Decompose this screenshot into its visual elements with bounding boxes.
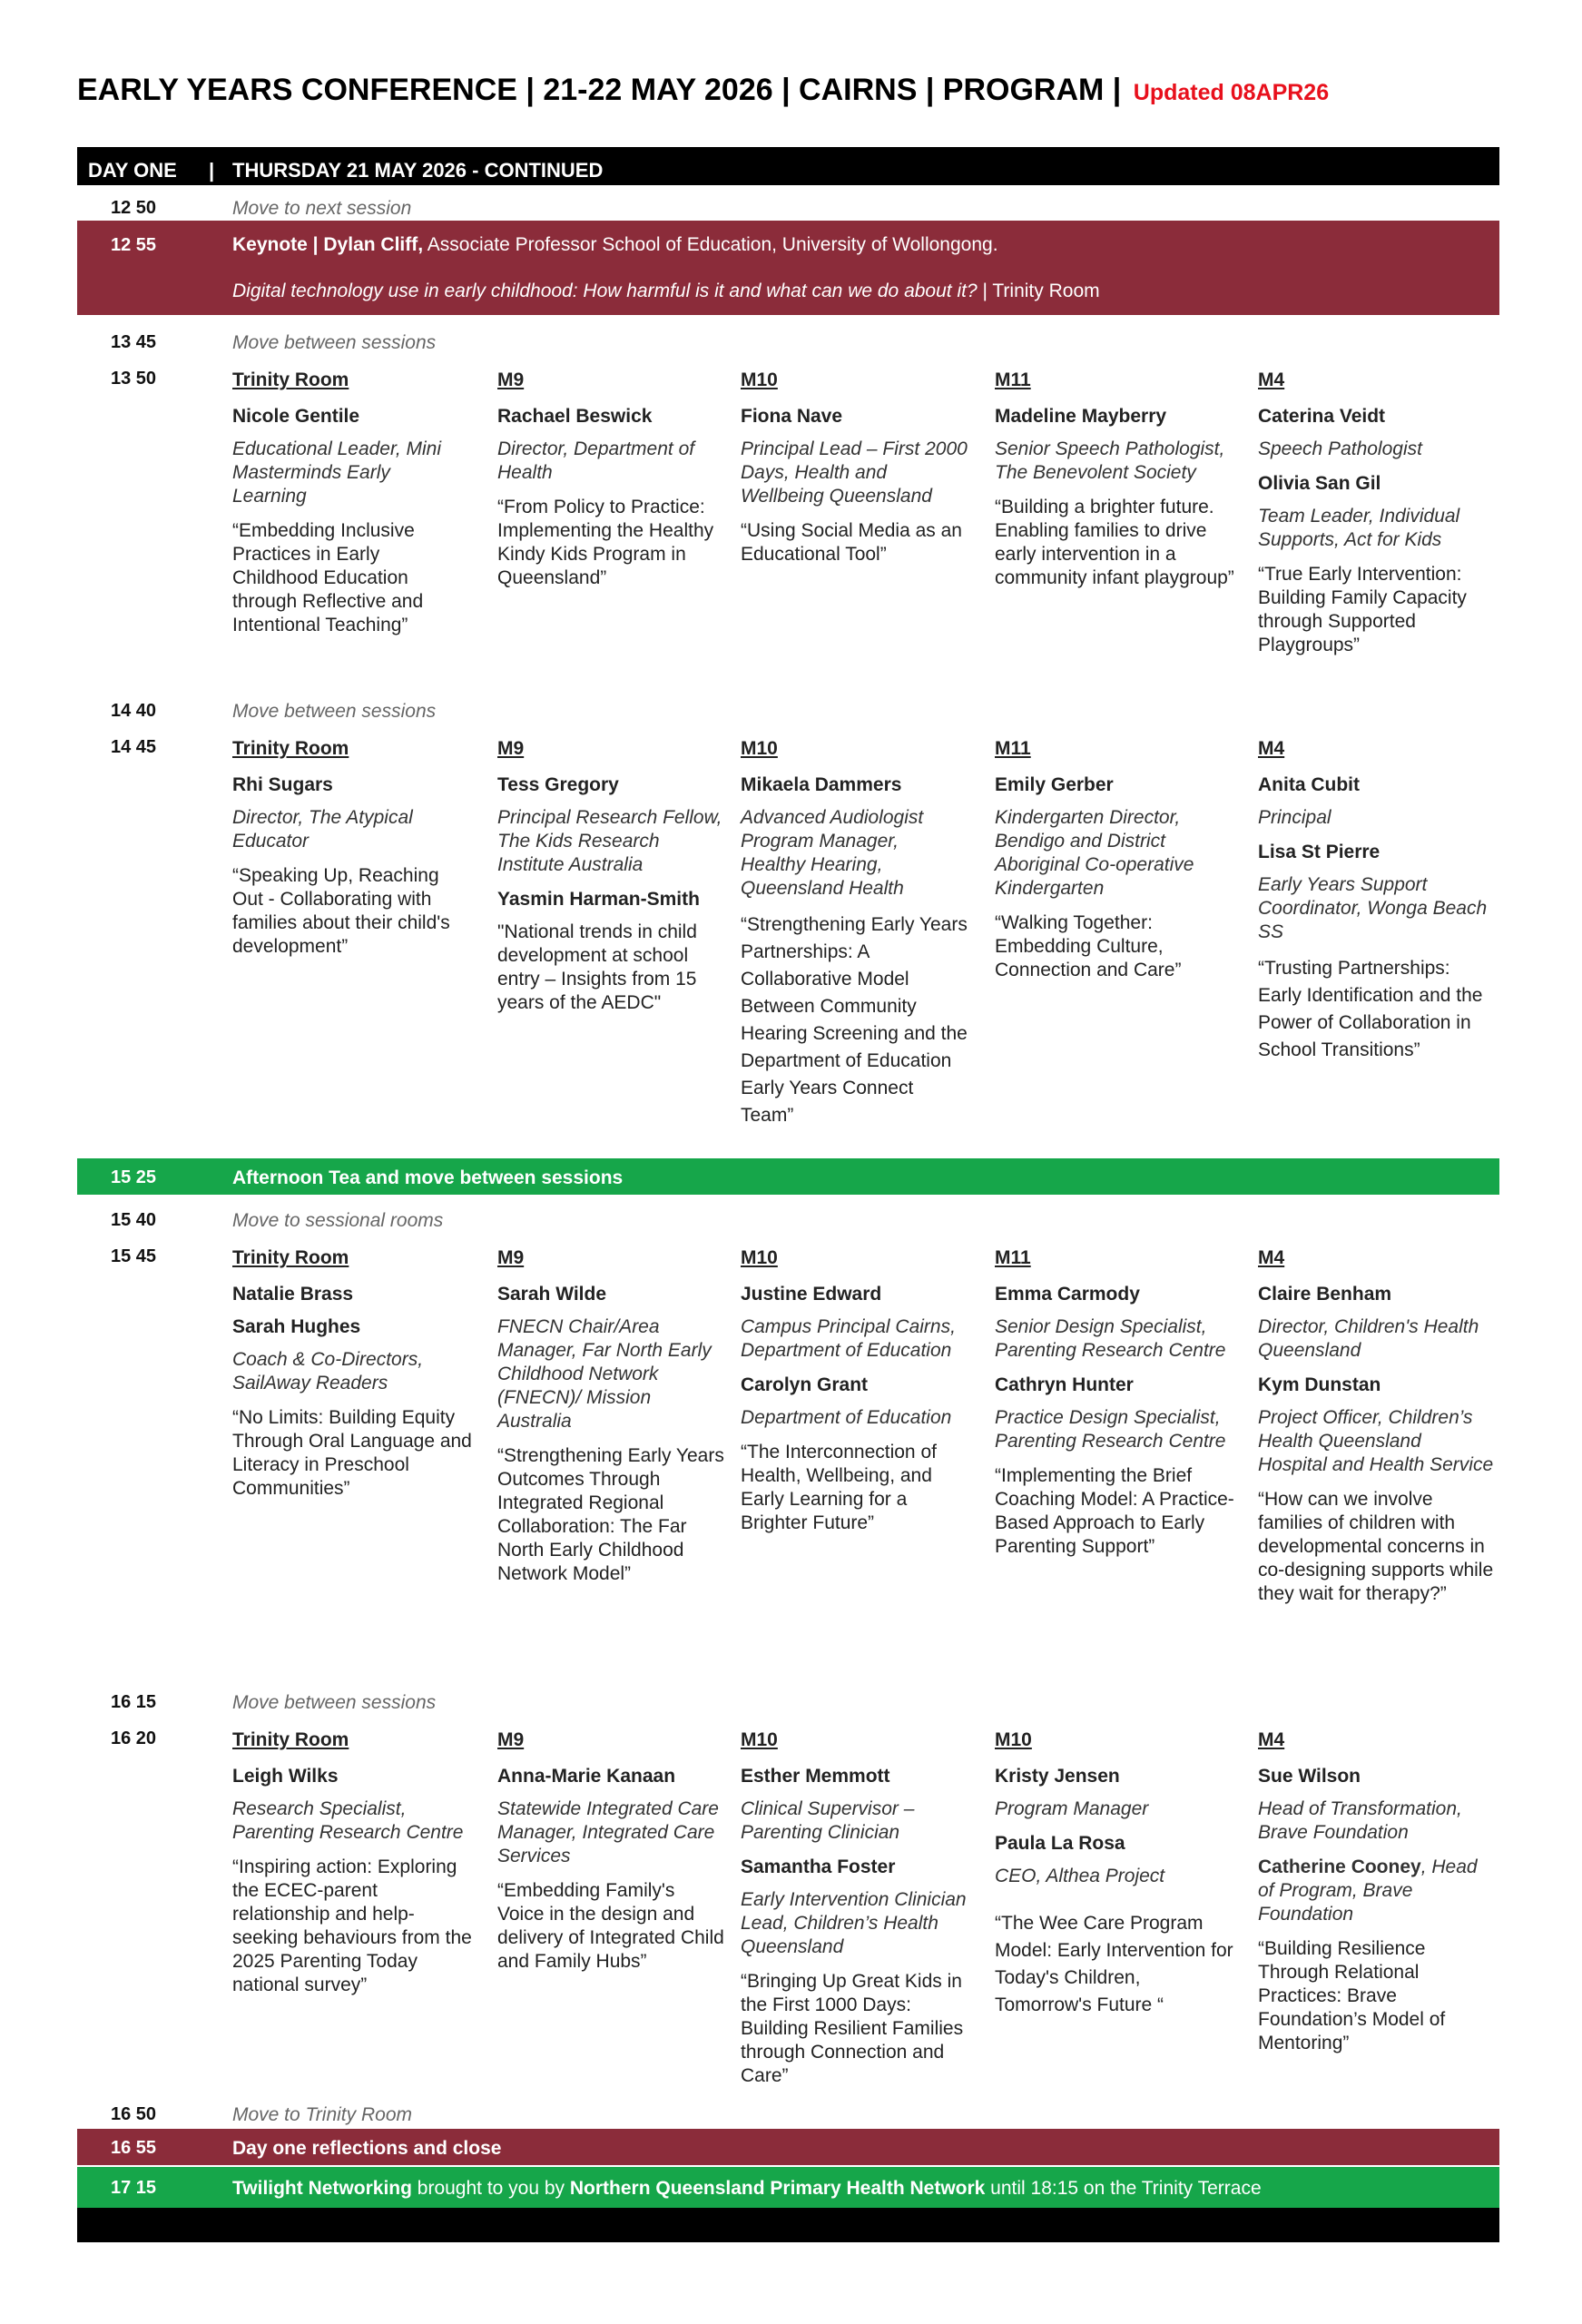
speaker-role: Senior Design Specialist, Parenting Research Centre [995, 1316, 1226, 1361]
talk-title: “True Early Intervention: Building Family Capacity through Supported Playgroups” [1258, 564, 1467, 655]
session-column [995, 369, 1240, 599]
afternoon-tea-text: Afternoon Tea and move between sessions [232, 1167, 624, 1188]
speaker-name: Samantha Foster [741, 1856, 896, 1877]
day-header [77, 147, 1499, 185]
time-label: 16 20 [111, 1728, 157, 1748]
day-separator: | [209, 159, 215, 182]
speaker-role: Speech Pathologist [1258, 438, 1422, 459]
speaker-name: Anna-Marie Kanaan [497, 1766, 676, 1787]
twilight-band [77, 2167, 1499, 2208]
speaker-name: Sarah Wilde [497, 1284, 607, 1305]
time-label: 16 55 [111, 2138, 157, 2158]
speaker-role: CEO, Althea Project [995, 1866, 1165, 1886]
session-column [232, 737, 464, 968]
speaker-role: Director, Children's Health Queensland [1258, 1316, 1479, 1361]
day-label: DAY ONE [88, 159, 177, 182]
speaker-name: Anita Cubit [1258, 774, 1360, 795]
room-label: M11 [995, 738, 1031, 759]
session-column [741, 1728, 968, 2097]
session-column [741, 369, 968, 576]
speaker-name: Yasmin Harman-Smith [497, 889, 700, 910]
keynote-topic-title: Digital technology use in early childhood: How harmful is it and what can we do about it? [232, 281, 978, 301]
speaker-name: Claire Benham [1258, 1284, 1392, 1305]
keynote-band [77, 221, 1499, 315]
talk-title: “Building a brighter future. Enabling families to drive early intervention in a community infant playgroup” [995, 497, 1234, 588]
room-label: M4 [1258, 1729, 1285, 1750]
speaker-name: Olivia San Gil [1258, 473, 1381, 494]
talk-title: "National trends in child development at school entry – Insights from 15 years of the AEDC" [497, 921, 697, 1013]
session-column [497, 1246, 724, 1595]
speaker-role: Principal [1258, 807, 1331, 828]
speaker-name: Catherine Cooney [1258, 1856, 1421, 1877]
speaker-role: Principal Lead – First 2000 Days, Health and Wellbeing Queensland [741, 438, 968, 507]
time-label: 16 15 [111, 1692, 157, 1712]
room-label: M9 [497, 369, 525, 390]
twilight-details: until 18:15 on the Trinity Terrace [985, 2178, 1262, 2199]
speaker-name: Leigh Wilks [232, 1766, 339, 1787]
speaker-role: Research Specialist, Parenting Research Centre [232, 1798, 464, 1843]
speaker-role: FNECN Chair/Area Manager, Far North Early Childhood Network (FNECN)/ Mission Australia [497, 1316, 712, 1432]
speaker-role: Principal Research Fellow, The Kids Research Institute Australia [497, 807, 722, 875]
speaker-role: Early Intervention Clinician Lead, Children’s Health Queensland [741, 1889, 967, 1957]
session-column [497, 369, 724, 599]
room-label: M11 [995, 1247, 1031, 1268]
room-label: Trinity Room [232, 1247, 349, 1268]
twilight-event: Twilight Networking [232, 2178, 412, 2199]
speaker-role-combined [1258, 1856, 1494, 1926]
talk-title: “Speaking Up, Reaching Out - Collaborating with families about their child's development” [232, 865, 450, 957]
room-label: M4 [1258, 1247, 1285, 1268]
time-label: 13 45 [111, 332, 157, 352]
speaker-name: Rachael Beswick [497, 406, 653, 427]
move-text: Move to Trinity Room [232, 2104, 412, 2125]
talk-title: “Using Social Media as an Educational Tool” [741, 520, 962, 565]
speaker-role: Campus Principal Cairns, Department of Education [741, 1316, 956, 1361]
talk-title: “Walking Together: Embedding Culture, Connection and Care” [995, 912, 1182, 980]
session-column [232, 1246, 473, 1510]
talk-title: “The Interconnection of Health, Wellbeing, and Early Learning for a Brighter Future” [741, 1442, 937, 1533]
speaker-role: Clinical Supervisor – Parenting Clinician [741, 1798, 915, 1843]
twilight-text [232, 2178, 1262, 2200]
speaker-name: Natalie Brass [232, 1284, 354, 1305]
footer-bar [77, 2208, 1499, 2242]
speaker-name: Caterina Veidt [1258, 406, 1386, 427]
session-column [995, 737, 1240, 991]
time-label: 15 45 [111, 1246, 157, 1266]
speaker-role: Team Leader, Individual Supports, Act for Kids [1258, 506, 1460, 550]
twilight-connector: brought to you by [411, 2178, 570, 2199]
room-label: M10 [741, 1729, 778, 1750]
time-label: 12 55 [111, 235, 157, 255]
session-column [1258, 1728, 1494, 2064]
speaker-name: Mikaela Dammers [741, 774, 902, 795]
speaker-name: Fiona Nave [741, 406, 843, 427]
keynote-title [232, 234, 998, 256]
speaker-name: Emma Carmody [995, 1284, 1140, 1305]
time-label: 13 50 [111, 369, 157, 389]
talk-title: “Implementing the Brief Coaching Model: A Practice-Based Approach to Early Parenting Support” [995, 1465, 1234, 1557]
speaker-role: Project Officer, Children’s Health Queensland Hospital and Health Service [1258, 1407, 1494, 1475]
close-band [77, 2129, 1499, 2165]
speaker-role: Statewide Integrated Care Manager, Integrated Care Services [497, 1798, 719, 1866]
talk-title: “Embedding Inclusive Practices in Early Childhood Education through Reflective and Intentional Teaching” [232, 520, 424, 635]
speaker-name: Sarah Hughes [232, 1316, 361, 1337]
speaker-role: Director, Department of Health [497, 438, 695, 483]
speaker-name: Kristy Jensen [995, 1766, 1120, 1787]
talk-title: “Inspiring action: Exploring the ECEC-parent relationship and help-seeking behaviours from the 2025 Parenting Today national survey” [232, 1856, 472, 1995]
speaker-role: Head of Transformation, Brave Foundation [1258, 1798, 1462, 1843]
twilight-sponsor: Northern Queensland Primary Health Network [569, 2178, 986, 2199]
room-label: M9 [497, 738, 525, 759]
speaker-name: Esther Memmott [741, 1766, 890, 1787]
speaker-role: Department of Education [741, 1407, 952, 1428]
conference-title: EARLY YEARS CONFERENCE | 21-22 MAY 2026 | CAIRNS | PROGRAM | [77, 73, 1122, 107]
speaker-name: Rhi Sugars [232, 774, 333, 795]
time-label: 12 50 [111, 198, 157, 218]
session-column [741, 737, 968, 1138]
move-text: Move between sessions [232, 701, 437, 722]
talk-title: “Bringing Up Great Kids in the First 1000 Days: Building Resilient Families through Connection and Care” [741, 1971, 964, 2086]
speaker-name: Lisa St Pierre [1258, 842, 1381, 862]
session-column [497, 737, 724, 1024]
speaker-name: Madeline Mayberry [995, 406, 1167, 427]
time-label: 17 15 [111, 2178, 157, 2198]
speaker-name: Emily Gerber [995, 774, 1114, 795]
close-text: Day one reflections and close [232, 2138, 502, 2159]
talk-title: “From Policy to Practice: Implementing the Healthy Kindy Kids Program in Queensland” [497, 497, 714, 588]
speaker-role: Early Years Support Coordinator, Wonga Beach SS [1258, 874, 1488, 942]
time-label: 14 45 [111, 737, 157, 757]
room-label: M9 [497, 1247, 525, 1268]
keynote-room: | Trinity Room [977, 281, 1100, 301]
speaker-name: Carolyn Grant [741, 1374, 869, 1395]
speaker-role: Coach & Co-Directors, SailAway Readers [232, 1349, 424, 1393]
time-label: 14 40 [111, 701, 157, 721]
time-label: 16 50 [111, 2104, 157, 2124]
talk-title: “Trusting Partnerships: Early Identification and the Power of Collaboration in School Transitions” [1258, 958, 1483, 1060]
room-label: M10 [741, 738, 778, 759]
room-label: Trinity Room [232, 738, 349, 759]
talk-title: “Embedding Family's Voice in the design and delivery of Integrated Child and Family Hubs” [497, 1880, 724, 1972]
session-column [497, 1728, 724, 1983]
speaker-name: Sue Wilson [1258, 1766, 1361, 1787]
speaker-name: Paula La Rosa [995, 1833, 1125, 1854]
talk-title: “No Limits: Building Equity Through Oral Language and Literacy in Preschool Communities” [232, 1407, 472, 1499]
afternoon-tea-band [77, 1158, 1499, 1195]
talk-title: “Strengthening Early Years Partnerships: A Collaborative Model Between Community Hearing Screening and the Department of Education Early Years Connect Team” [741, 914, 968, 1126]
speaker-role: Senior Speech Pathologist, The Benevolent Society [995, 438, 1225, 483]
talk-title: “The Wee Care Program Model: Early Intervention for Today's Children, Tomorrow's Future “ [995, 1913, 1233, 2015]
day-date: THURSDAY 21 MAY 2026 - CONTINUED [232, 159, 604, 182]
talk-title: “Strengthening Early Years Outcomes Through Integrated Regional Collaboration: The Far North Early Childhood Network Model” [497, 1445, 724, 1584]
room-label: M4 [1258, 738, 1285, 759]
room-label: M11 [995, 369, 1031, 390]
updated-badge: Updated 08APR26 [1133, 80, 1330, 105]
session-column [995, 1728, 1240, 2028]
session-column [995, 1246, 1240, 1568]
room-label: M9 [497, 1729, 525, 1750]
keynote-speaker: Keynote | Dylan Cliff, [232, 234, 424, 255]
speaker-name: Tess Gregory [497, 774, 619, 795]
session-column [232, 369, 464, 646]
session-column [1258, 737, 1494, 1073]
session-column [1258, 369, 1494, 666]
speaker-name: Justine Edward [741, 1284, 882, 1305]
move-text: Move between sessions [232, 332, 437, 353]
speaker-role: Director, The Atypical Educator [232, 807, 413, 852]
room-label: M10 [995, 1729, 1032, 1750]
page-title [77, 73, 1329, 108]
speaker-role: Advanced Audiologist Program Manager, Healthy Hearing, Queensland Health [741, 807, 924, 899]
move-text: Move to sessional rooms [232, 1210, 444, 1231]
move-text: Move to next session [232, 198, 412, 219]
speaker-role: Program Manager [995, 1798, 1149, 1819]
keynote-topic [232, 281, 1100, 302]
talk-title: “Building Resilience Through Relational Practices: Brave Foundation’s Model of Mentoring” [1258, 1938, 1446, 2053]
move-text: Move between sessions [232, 1692, 437, 1713]
room-label: M4 [1258, 369, 1285, 390]
session-column [741, 1246, 968, 1544]
room-label: M10 [741, 1247, 778, 1268]
speaker-name: Cathryn Hunter [995, 1374, 1134, 1395]
keynote-affiliation: Associate Professor School of Education, University of Wollongong. [423, 234, 998, 255]
time-label: 15 40 [111, 1210, 157, 1230]
talk-title: “How can we involve families of children with developmental concerns in co-designing supports while they wait for therapy?” [1258, 1489, 1494, 1604]
speaker-name: Kym Dunstan [1258, 1374, 1381, 1395]
speaker-role: Practice Design Specialist, Parenting Research Centre [995, 1407, 1226, 1452]
room-label: Trinity Room [232, 1729, 349, 1750]
speaker-role: Educational Leader, Mini Masterminds Early Learning [232, 438, 441, 507]
speaker-role: Kindergarten Director, Bendigo and District Aboriginal Co-operative Kindergarten [995, 807, 1194, 899]
speaker-name: Nicole Gentile [232, 406, 360, 427]
speaker-role-text: , Head of Program, Brave Foundation [1258, 1856, 1478, 1925]
room-label: M10 [741, 369, 778, 390]
room-label: Trinity Room [232, 369, 349, 390]
session-column [232, 1728, 473, 2006]
time-label: 15 25 [111, 1167, 157, 1187]
session-column [1258, 1246, 1494, 1615]
